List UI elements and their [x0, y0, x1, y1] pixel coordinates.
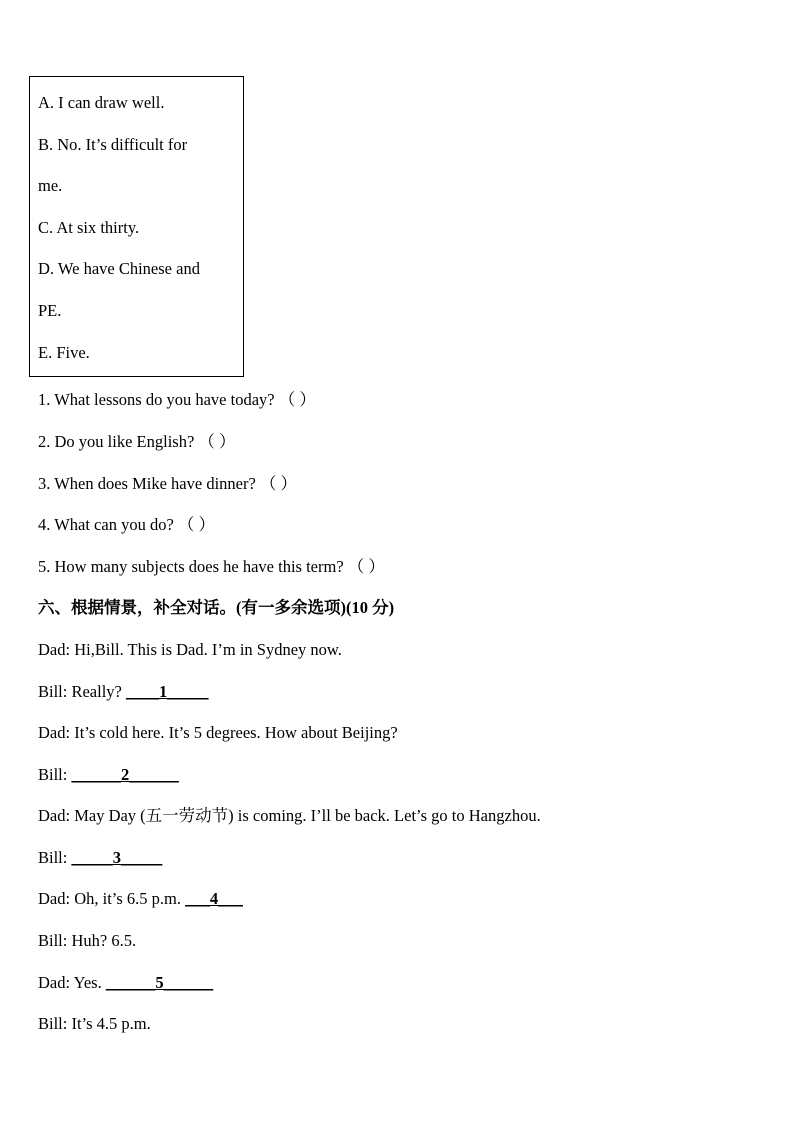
utterance: It’s cold here. It’s 5 degrees. How about Beijing? [74, 723, 398, 742]
dialogue-line-4 [38, 765, 179, 785]
utterance: Yes. [73, 973, 106, 992]
question-5 [38, 557, 385, 577]
speaker: Bill: [38, 931, 68, 950]
section-heading: 六、根据情景，补全对话。(有一多余选项)(10 分) [38, 598, 395, 617]
answer-paren[interactable]: （ ） [347, 557, 385, 576]
answer-paren[interactable]: （ ） [278, 390, 316, 409]
question-text: 4. What can you do? [38, 515, 174, 534]
question-4 [38, 515, 215, 535]
dialogue-line-1 [38, 640, 342, 660]
speaker: Dad: [38, 806, 71, 825]
answer-blank-5[interactable]: ______5______ [105, 973, 214, 992]
answer-paren[interactable]: （ ） [259, 474, 298, 493]
speaker: Bill: [38, 1014, 68, 1033]
speaker: Dad: [38, 889, 71, 908]
question-text: 3. When does Mike have dinner? [38, 474, 256, 493]
utterance: Really? [67, 682, 126, 701]
speaker: Dad: [38, 640, 71, 659]
speaker: Bill: [38, 765, 68, 784]
answer-blank-3[interactable]: _____3_____ [71, 848, 163, 867]
answer-blank-2[interactable]: ______2______ [71, 765, 179, 784]
option-a: A. I can draw well. [38, 93, 165, 112]
question-3 [38, 474, 297, 494]
speaker: Dad: [38, 973, 71, 992]
option-b-cont: me. [38, 176, 63, 195]
speaker: Dad: [38, 723, 71, 742]
utterance: May Day (五一劳动节) is coming. I’ll be back. Let’s go to Hangzhou. [74, 806, 541, 825]
dialogue-line-5 [38, 806, 541, 826]
utterance: Hi,Bill. This is Dad. I’m in Sydney now. [74, 640, 342, 659]
dialogue-line-7 [38, 889, 243, 909]
question-text: 1. What lessons do you have today? [38, 390, 275, 409]
question-1 [38, 390, 316, 410]
option-e: E. Five. [38, 343, 90, 362]
dialogue-line-8 [38, 931, 136, 951]
option-d: D. We have Chinese and [38, 259, 200, 278]
question-text: 5. How many subjects does he have this term? [38, 557, 344, 576]
answer-blank-4[interactable]: ___4___ [185, 889, 243, 908]
answer-paren[interactable]: （ ） [198, 432, 236, 451]
dialogue-line-6 [38, 848, 162, 868]
option-b: B. No. It’s difficult for [38, 135, 188, 154]
answer-blank-1[interactable]: ____1_____ [126, 682, 209, 701]
utterance: Oh, it’s 6.5 p.m. [74, 889, 186, 908]
speaker: Bill: [38, 682, 68, 701]
question-text: 2. Do you like English? [38, 432, 195, 451]
speaker: Bill: [38, 848, 68, 867]
option-d-cont: PE. [38, 301, 62, 320]
dialogue-line-2 [38, 682, 209, 702]
utterance: Huh? 6.5. [67, 931, 137, 950]
dialogue-line-10 [38, 1014, 151, 1034]
option-c: C. At six thirty. [38, 218, 140, 237]
answer-paren[interactable]: （ ） [177, 515, 216, 534]
dialogue-line-9 [38, 973, 213, 993]
dialogue-line-3 [38, 723, 398, 743]
question-2 [38, 432, 236, 452]
utterance: It’s 4.5 p.m. [67, 1014, 151, 1033]
